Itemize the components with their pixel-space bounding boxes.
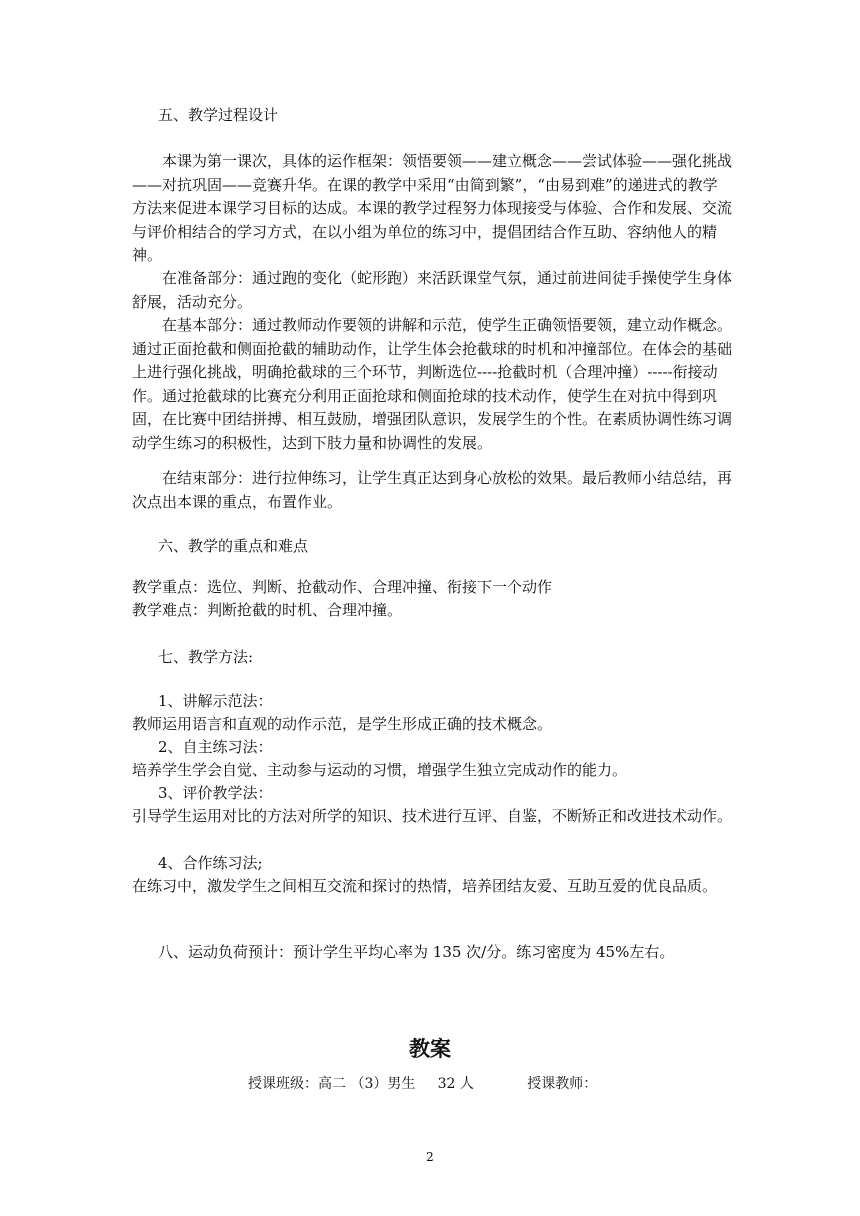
student-count: 32 人 — [437, 1076, 474, 1092]
section-heading-key-points: 六、教学的重点和难点 — [158, 537, 309, 555]
paragraph-basic-part: 在基本部分：通过教师动作要领的讲解和示范，使学生正确领悟要领，建立动作概念。通过正面抢截和侧面抢截的辅助动作，让学生体会抢截球的时机和冲撞部位。在体会的基础上进行强化挑战，明确抢截球的三个环节，判断选位----抢截时机（合理冲撞）-----衔接动作。通过抢截球的比赛充分利用正面抢球和侧面抢球的技术动作，使学生在对抗中得到巩固，在比赛中团结拼搏、相互鼓励，增强团队意识，发展学生的个性。在素质协调性练习调动学生练习的积极性，达到下肢力量和协调性的发展。 — [132, 316, 733, 452]
paragraph-framework: 本课为第一课次，具体的运作框架：领悟要领——建立概念——尝试体验——强化挑战——对抗巩固——竞赛升华。在课的教学中采用“由简到繁”，“由易到难”的递进式的教学方法来促进本课学习目标的达成。本课的教学过程努力体现接受与体验、合作和发展、交流与评价相结合的学习方式，在以小组为单位的练习中，提倡团结合作互助、容纳他人的精神。 — [132, 152, 733, 264]
section-heading-teaching-process: 五、教学过程设计 — [158, 106, 279, 124]
class-info-line — [248, 1073, 597, 1095]
difficulties-line: 教学难点：判断抢截的时机、合理冲撞。 — [132, 601, 403, 619]
key-points-line: 教学重点：选位、判断、抢截动作、合理冲撞、衔接下一个动作 — [132, 578, 553, 596]
method-text: 引导学生运用对比的方法对所学的知识、技术进行互评、自鉴，不断矫正和改进技术动作。 — [132, 807, 733, 825]
paragraph-ending: 在结束部分：进行拉伸练习，让学生真正达到身心放松的效果。最后教师小结总结，再次点出本课的重点，布置作业。 — [132, 469, 733, 511]
lesson-plan-title: 教案 — [409, 1037, 451, 1061]
method-title: 3、评价教学法： — [158, 784, 273, 802]
method-text: 培养学生学会自觉、主动参与运动的习惯，增强学生独立完成动作的能力。 — [132, 761, 628, 779]
method-text: 在练习中，激发学生之间相互交流和探讨的热情，培养团结友爱、互助互爱的优良品质。 — [132, 877, 718, 895]
class-label: 授课班级：高二 （3）男生 — [248, 1076, 416, 1092]
method-title: 2、自主练习法： — [158, 738, 273, 756]
method-text: 教师运用语言和直观的动作示范，是学生形成正确的技术概念。 — [132, 715, 553, 733]
teacher-label: 授课教师： — [527, 1076, 598, 1092]
method-title: 1、讲解示范法： — [158, 692, 273, 710]
page-number: 2 — [426, 1150, 434, 1164]
method-title: 4、合作练习法; — [158, 854, 263, 872]
section-exercise-load: 八、运动负荷预计：预计学生平均心率为 135 次/分。练习密度为 45%左右。 — [158, 943, 675, 961]
paragraph-preparation: 在准备部分：通过跑的变化（蛇形跑）来活跃课堂气氛，通过前进间徒手操使学生身体舒展，活动充分。 — [132, 269, 733, 311]
section-heading-methods: 七、教学方法: — [158, 648, 254, 666]
